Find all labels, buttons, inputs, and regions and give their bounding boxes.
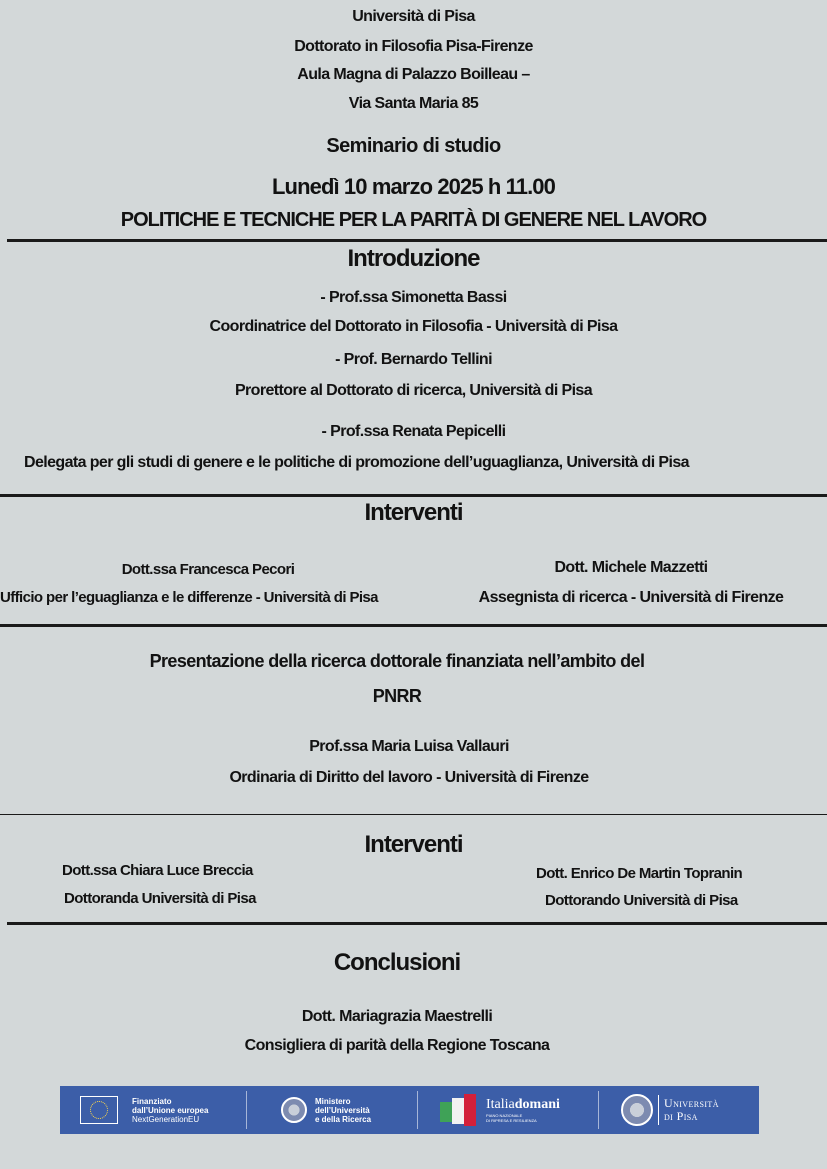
intro-speaker1-role: Coordinatrice del Dottorato in Filosofia - Università di Pisa <box>209 318 618 335</box>
unipi-line1: Università <box>664 1096 719 1110</box>
header-venue-line2: Via Santa Maria 85 <box>348 95 479 112</box>
eu-logo <box>60 1086 246 1134</box>
eu-flag-icon <box>80 1096 118 1124</box>
mur-line3: e della Ricerca <box>315 1114 372 1124</box>
unipi-logo <box>599 1086 759 1134</box>
interventi1-right-role: Assegnista di ricerca - Università di Firenze <box>478 589 784 606</box>
divider <box>7 239 827 242</box>
unipi-line2: di Pisa <box>664 1109 698 1123</box>
divider <box>7 922 827 925</box>
divider <box>0 494 827 497</box>
event-title: POLITICHE E TECNICHE PER LA PARITÀ DI GENERE NEL LAVORO <box>120 209 707 231</box>
interventi2-left-role: Dottoranda Università di Pisa <box>64 890 256 907</box>
interventi1-left-name: Dott.ssa Francesca Pecori <box>121 561 295 578</box>
italiadomani-logo <box>418 1086 598 1134</box>
event-type: Seminario di studio <box>326 135 501 157</box>
mur-line2: dell’Università <box>315 1105 370 1115</box>
intro-speaker1-name: - Prof.ssa Simonetta Bassi <box>320 289 507 306</box>
interventi2-right-name: Dott. Enrico De Martin Topranin <box>536 865 743 882</box>
funding-logo-bar <box>60 1086 759 1134</box>
conclusioni-speaker-role: Consigliera di parità della Regione Toscana <box>244 1037 550 1054</box>
interventi1-left-role: Ufficio per l’eguaglianza e le differenze - Università di Pisa <box>0 589 378 606</box>
eu-line2: dall’Unione europea <box>132 1105 209 1115</box>
header-venue-line1: Aula Magna di Palazzo Boilleau – <box>297 66 530 83</box>
eu-line3: NextGenerationEU <box>132 1114 200 1124</box>
mur-logo <box>247 1086 417 1134</box>
conclusioni-speaker-name: Dott. Mariagrazia Maestrelli <box>301 1008 493 1025</box>
section-heading-conclusioni: Conclusioni <box>333 949 461 976</box>
header-doctorate: Dottorato in Filosofia Pisa-Firenze <box>294 38 533 55</box>
interventi1-right-name: Dott. Michele Mazzetti <box>554 559 708 576</box>
presentazione-speaker-name: Prof.ssa Maria Luisa Vallauri <box>309 738 509 755</box>
interventi2-left-name: Dott.ssa Chiara Luce Breccia <box>62 862 253 879</box>
presentazione-line1: Presentazione della ricerca dottorale finanziata nell’ambito del <box>149 651 645 671</box>
divider <box>0 624 827 627</box>
eu-line1: Finanziato <box>132 1096 172 1106</box>
intro-speaker3-name: - Prof.ssa Renata Pepicelli <box>321 423 506 440</box>
section-heading-interventi: Interventi <box>364 499 463 526</box>
intro-speaker2-name: - Prof. Bernardo Tellini <box>335 351 492 368</box>
interventi2-right-role: Dottorando Università di Pisa <box>545 892 738 909</box>
republic-emblem-icon <box>281 1097 307 1123</box>
section-heading-interventi-2: Interventi <box>364 831 463 858</box>
intro-speaker3-role: Delegata per gli studi di genere e le politiche di promozione dell’uguaglianza, Università di Pisa <box>24 454 689 471</box>
mur-line1: Ministero <box>315 1096 351 1106</box>
section-heading-introduzione: Introduzione <box>347 245 480 272</box>
unipi-seal-icon <box>621 1094 653 1126</box>
italiadomani-subtitle: PIANO NAZIONALE DI RIPRESA E RESILIENZA <box>486 1113 537 1123</box>
italiadomani-wordmark: Italiadomani <box>486 1097 560 1112</box>
divider <box>0 814 827 815</box>
intro-speaker2-role: Prorettore al Dottorato di ricerca, Università di Pisa <box>234 382 593 399</box>
header-university: Università di Pisa <box>352 8 475 25</box>
event-date: Lunedì 10 marzo 2025 h 11.00 <box>272 174 555 199</box>
italy-flag-icon <box>436 1092 480 1128</box>
presentazione-speaker-role: Ordinaria di Diritto del lavoro - Università di Firenze <box>229 769 589 786</box>
presentazione-line2: PNRR <box>372 686 422 706</box>
